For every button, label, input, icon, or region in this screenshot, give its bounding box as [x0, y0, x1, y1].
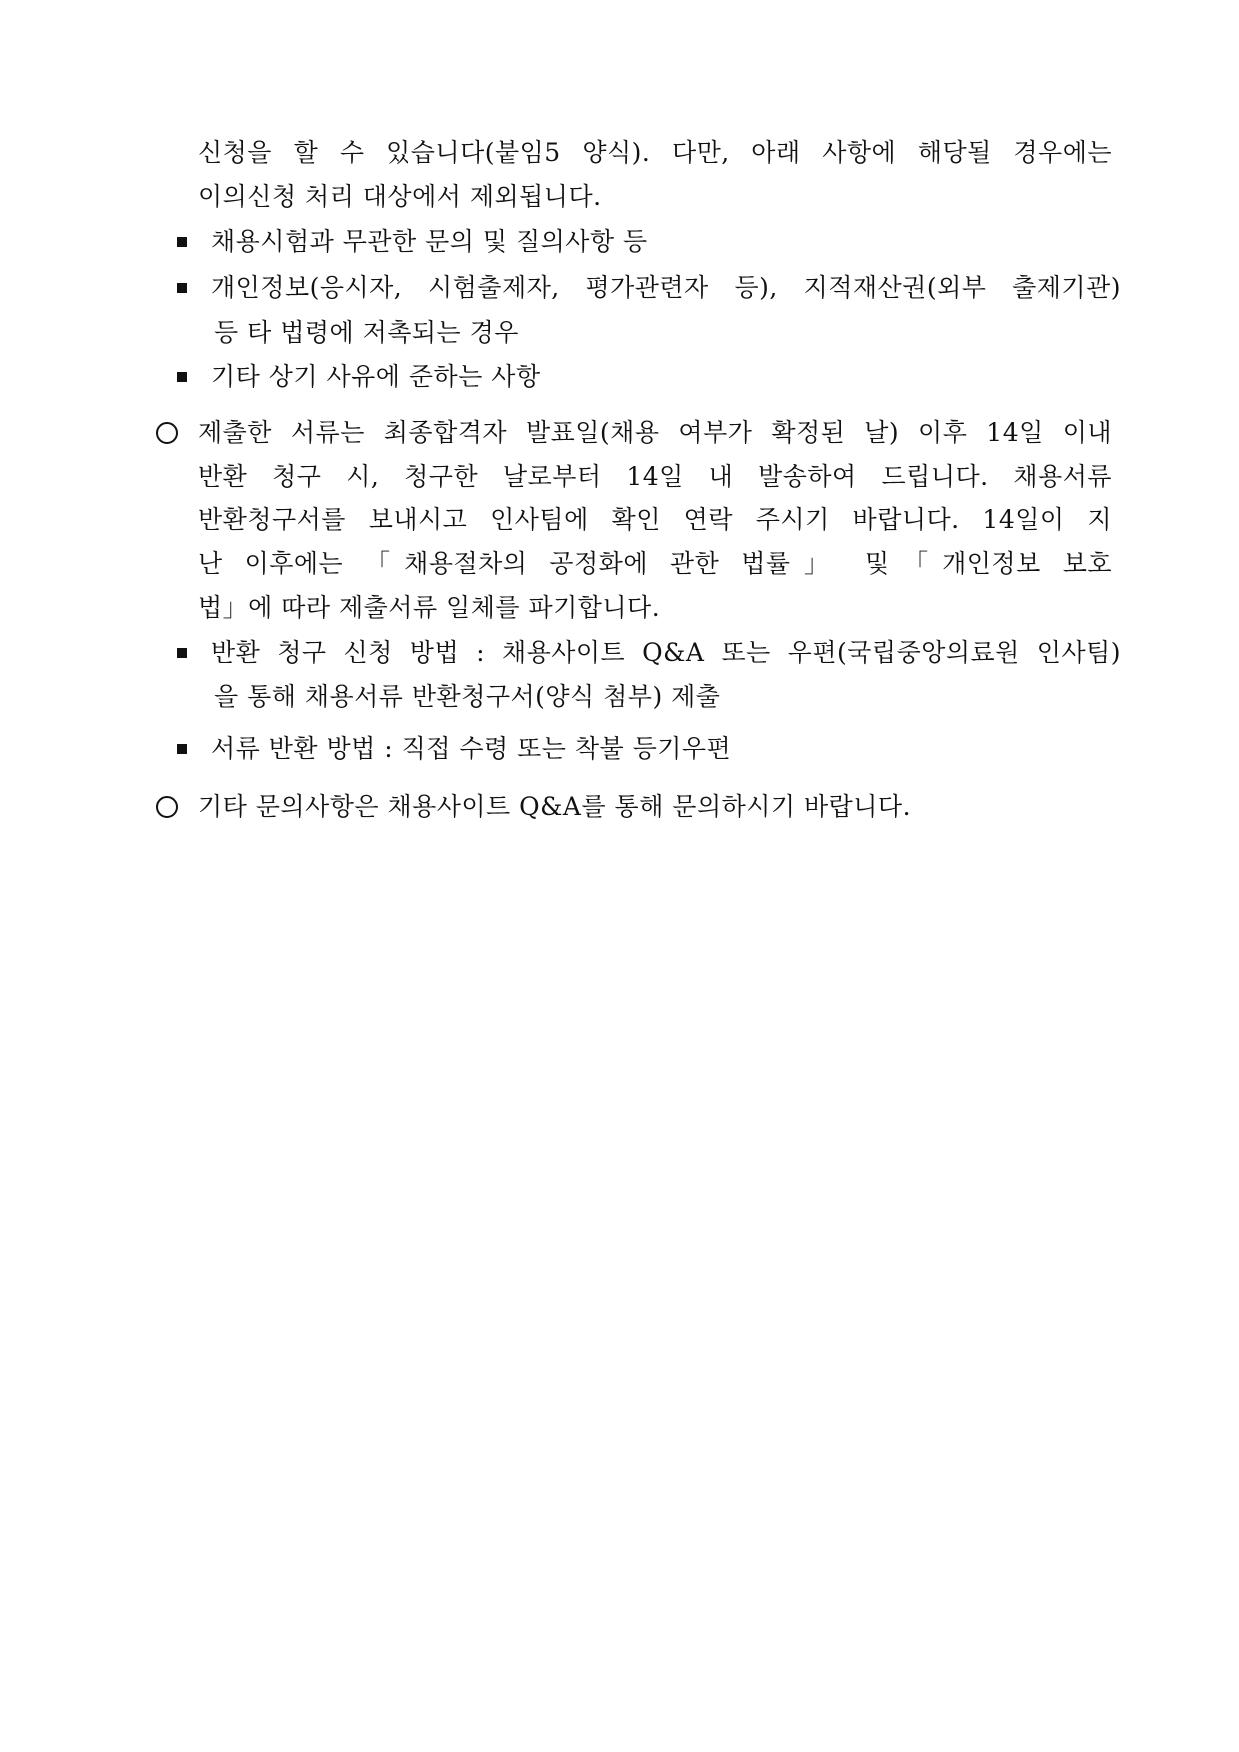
exclusion-item-3: 기타 상기 사유에 준하는 사항: [211, 362, 541, 391]
return-line-4: 난 이후에는 「채용절차의 공정화에 관한 법률」 및「개인정보 보호: [198, 549, 1112, 578]
return-line-1: 제출한 서류는 최종합격자 발표일(채용 여부가 확정된 날) 이후 14일 이내: [198, 418, 1112, 447]
bullet-square-icon: [177, 372, 187, 382]
other-inquiry-line: 기타 문의사항은 채용사이트 Q&A를 통해 문의하시기 바랍니다.: [198, 792, 912, 821]
return-line-3: 반환청구서를 보내시고 인사팀에 확인 연락 주시기 바랍니다. 14일이 지: [198, 505, 1112, 534]
bullet-square-icon: [177, 648, 187, 658]
return-line-2: 반환 청구 시, 청구한 날로부터 14일 내 발송하여 드립니다. 채용서류: [198, 462, 1112, 491]
return-method-line-2: 을 통해 채용서류 반환청구서(양식 첨부) 제출: [214, 682, 721, 711]
intro-line-2: 이의신청 처리 대상에서 제외됩니다.: [198, 182, 602, 211]
return-line-5: 법」에 따라 제출서류 일체를 파기합니다.: [198, 593, 661, 622]
document-return-method: 서류 반환 방법 : 직접 수령 또는 착불 등기우편: [211, 734, 732, 763]
bullet-square-icon: [177, 283, 187, 293]
circle-bullet-icon: [156, 422, 178, 444]
return-method-line-1: 반환 청구 신청 방법 : 채용사이트 Q&A 또는 우편(국립중앙의료원 인사팀): [211, 638, 1121, 667]
circle-bullet-icon: [156, 796, 178, 818]
exclusion-item-1: 채용시험과 무관한 문의 및 질의사항 등: [211, 227, 648, 256]
intro-line-1: 신청을 할 수 있습니다(붙임5 양식). 다만, 아래 사항에 해당될 경우에는: [198, 138, 1112, 167]
bullet-square-icon: [177, 744, 187, 754]
exclusion-item-2-line-1: 개인정보(응시자, 시험출제자, 평가관련자 등), 지적재산권(외부 출제기관): [211, 273, 1121, 302]
exclusion-item-2-line-2: 등 타 법령에 저촉되는 경우: [214, 318, 519, 347]
bullet-square-icon: [177, 237, 187, 247]
